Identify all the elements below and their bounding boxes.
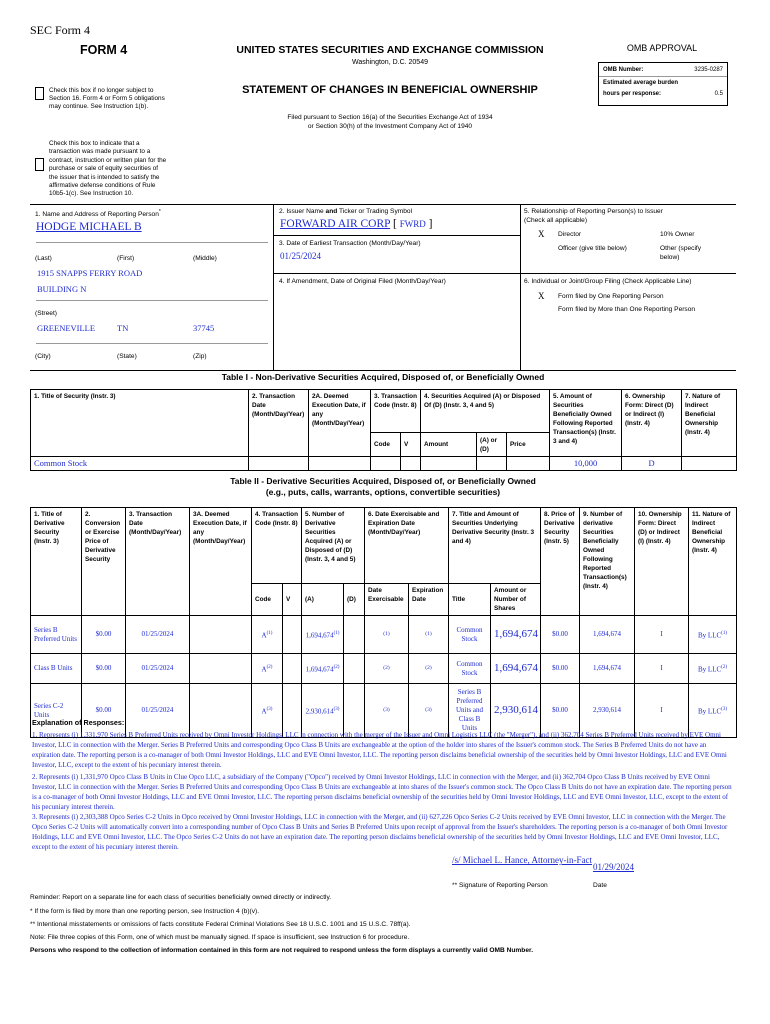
- t2-h11: 11. Nature of Indirect Beneficial Ownership (Instr. 4): [689, 508, 737, 616]
- footer-double-star: ** Intentional misstatements or omissions of facts constitute Federal Criminal Violations See 18 U.S.C. 1001 and 15 U.S.C. 78ff(a).: [30, 921, 411, 928]
- director-mark[interactable]: X: [538, 229, 545, 239]
- issuer-line: FORWARD AIR CORP [ FWRD ]: [280, 218, 433, 230]
- omb-title: OMB APPROVAL: [626, 43, 698, 53]
- t2-r1-dex: (1): [365, 616, 409, 654]
- t2-r2-num: 1,694,674$^{(2)}$: [302, 654, 344, 684]
- table1: [30, 389, 737, 471]
- box3-label: 3. Date of Earliest Transaction (Month/Day/Year): [279, 240, 421, 247]
- t2-r2-price: $0.00: [82, 654, 126, 684]
- more-person-label: Form filed by More than One Reporting Person: [558, 306, 696, 313]
- commission-title: UNITED STATES SECURITIES AND EXCHANGE COMMISSION: [236, 44, 544, 56]
- t2-r3-security: Series C-2 Units: [31, 684, 82, 738]
- t2-r3-dex: (3): [365, 684, 409, 738]
- t2-r1-p8: $0.00: [541, 616, 580, 654]
- state-value: TN: [117, 323, 129, 333]
- date-label: Date: [593, 882, 607, 889]
- omb-box: [598, 62, 728, 106]
- t2-r3-nature: By LLC$^{(3)}$: [689, 684, 737, 738]
- t2-title: Title: [449, 584, 491, 616]
- t2-exp: Expiration Date: [409, 584, 449, 616]
- t2-r1-title: Common Stock: [449, 616, 491, 654]
- t1-h5: 5. Amount of Securities Beneficially Owned Following Reported Transaction(s) (Instr. 3 and 4): [550, 390, 622, 457]
- t2-r3-p8: $0.00: [541, 684, 580, 738]
- table-row: [31, 616, 737, 654]
- no-longer-subject-text: Check this box if no longer subject to Section 16. Form 4 or Form 5 obligations may continue. See Instruction 1(b).: [49, 87, 165, 110]
- t2-h3: 3. Transaction Date (Month/Day/Year): [126, 508, 190, 616]
- signature-label: ** Signature of Reporting Person: [452, 882, 548, 889]
- zip-value: 37745: [193, 323, 215, 333]
- t2-r1-nature: By LLC$^{(1)}$: [689, 616, 737, 654]
- t2-r2-nature: By LLC$^{(2)}$: [689, 654, 737, 684]
- t2-h8: 8. Price of Derivative Security (Instr. 5): [541, 508, 580, 616]
- box6-label: 6. Individual or Joint/Group Filing (Check Applicable Line): [524, 278, 692, 285]
- location: Washington, D.C. 20549: [351, 59, 428, 66]
- t2-h7: 7. Title and Amount of Securities Underlying Derivative Security (Instr. 3 and 4): [449, 508, 541, 584]
- one-person-label: Form filed by One Reporting Person: [558, 293, 664, 300]
- state-label: (State): [117, 353, 137, 360]
- t1-aord: (A) or (D): [477, 433, 507, 457]
- t2-date-ex: Date Exercisable: [365, 584, 409, 616]
- address-line-1: 1915 SNAPPS FERRY ROAD: [37, 268, 143, 278]
- t2-r2-title: Common Stock: [449, 654, 491, 684]
- t2-r1-amt: 1,694,674: [491, 616, 541, 654]
- explanation-title: Explanation of Responses:: [32, 718, 125, 727]
- no-longer-subject-checkbox[interactable]: [35, 87, 44, 100]
- t2-h4: 4. Transaction Code (Instr. 8): [252, 508, 302, 584]
- 10b5-1-checkbox[interactable]: [35, 158, 44, 171]
- t2-r3-num: 2,930,614$^{(3)}$: [302, 684, 344, 738]
- t2-h10: 10. Ownership Form: Direct (D) or Indirect (I) (Instr. 4): [635, 508, 689, 616]
- t2-r1-date: 01/25/2024: [126, 616, 190, 654]
- t2-r1-security: Series B Preferred Units: [31, 616, 82, 654]
- t1-price: Price: [507, 433, 550, 457]
- t1-h1: 1. Title of Security (Instr. 3): [31, 390, 249, 457]
- t2-r2-amt: 1,694,674: [491, 654, 541, 684]
- t2-r1-exp: (1): [409, 616, 449, 654]
- t2-r3-date: 01/25/2024: [126, 684, 190, 738]
- t2-h2: 2. Conversion or Exercise Price of Derivative Security: [82, 508, 126, 616]
- omb-number-value: 3235-0287: [694, 67, 723, 73]
- t2-r2-security: Class B Units: [31, 654, 82, 684]
- street-label: (Street): [35, 310, 57, 317]
- omb-number-label: OMB Number:: [603, 67, 644, 73]
- explanation-3: 3. Represents (i) 2,303,388 Opco Series C-2 Units in Opco received by Omni Investor Holdings, LLC in connection with the Merger, and (ii) 627,226 Opco Series C-2 Units received by EVE Omni Investor, LLC in connection with the Merger. The Opco Series C-2 Units will automatically convert into a corresponding number of Opco Class B Units and Series B Preferred Units upon receipt of approval from the Issuer's shareholders. The reporting person is a co-manager of both Omni Investor Holdings, LLC and EVE Omni Investor, LLC. The Opco Series C-2 Units do not have an expiration date. The reporting person disclaims beneficial ownership of the securities held by Omni Investor Holdings, LLC and EVE Omni Investor, LLC, except to the extent of his pecuniary interest therein.: [32, 813, 728, 851]
- t2-r2-p8: $0.00: [541, 654, 580, 684]
- t2-h5: 5. Number of Derivative Securities Acquired (A) or Disposed of (D) (Instr. 3, 4 and 5): [302, 508, 365, 584]
- t2-v: V: [283, 584, 302, 616]
- omb-burden-label: Estimated average burden: [603, 80, 679, 86]
- box2-label: 2. Issuer Name and Ticker or Trading Symbol: [279, 208, 413, 215]
- t1-h7: 7. Nature of Indirect Beneficial Ownership (Instr. 4): [682, 390, 737, 457]
- other-label: Other (specify below): [660, 245, 702, 261]
- address-line-2: BUILDING N: [37, 284, 87, 294]
- t2-r1-code: $A^{(1)}$: [252, 616, 283, 654]
- t1-h3: 3. Transaction Code (Instr. 8): [371, 390, 421, 433]
- explanation-2: 2. Represents (i) 1,331,970 Opco Class B Units in Clue Opco LLC, a subsidiary of the Company ("Opco") received by Omni Investor Holdings, LLC in connection with the Merger, and (ii) 362,704 Opco Class B Units received by EVE Omni Investor, LLC in connection with the Merger. Series B Preferred Units and corresponding Opco Class B Units are exchangeable at into shares of the Issuer's common stock. The Opco Class B Units do not have an expiration date. The reporting person is a co-manager of both Omni Investor Holdings, LLC and EVE Omni Investor, LLC. The reporting person disclaims beneficial ownership of the securities held by Omni Investor Holdings, LLC and EVE Omni Investor, LLC, except to the extent of his pecuniary interest therein.: [32, 773, 732, 811]
- t2-r3-form: I: [635, 684, 689, 738]
- t2-r3-title: Series B Preferred Units and Class B Units: [449, 684, 491, 738]
- t2-r3-amt: 2,930,614: [491, 684, 541, 738]
- t1-ownership-form: D: [622, 457, 682, 471]
- footer-omb-notice: Persons who respond to the collection of information contained in this form are not required to respond unless the form displays a currently valid OMB Number.: [30, 947, 534, 954]
- t2-r3-exp: (3): [409, 684, 449, 738]
- footer-reminder: Reminder: Report on a separate line for each class of securities beneficially owned directly or indirectly.: [30, 894, 332, 901]
- table2: [30, 507, 737, 738]
- t2-r1-n9: 1,694,674: [580, 616, 635, 654]
- t2-r3-price: $0.00: [82, 684, 126, 738]
- filed-pursuant-2: or Section 30(h) of the Investment Company Act of 1940: [307, 123, 473, 130]
- ten-pct-owner-label: 10% Owner: [660, 231, 695, 238]
- t2-d: (D): [344, 584, 365, 616]
- signature-date: 01/29/2024: [593, 862, 635, 872]
- t2-r2-dex: (2): [365, 654, 409, 684]
- omb-hours-value: 0.5: [714, 91, 723, 97]
- t2-r2-exp: (2): [409, 654, 449, 684]
- t1-h2a: 2A. Deemed Execution Date, if any (Month/Day/Year): [309, 390, 371, 457]
- signature-name[interactable]: /s/ Michael L. Hance, Attorney-in-Fact: [452, 855, 592, 865]
- filed-pursuant-1: Filed pursuant to Section 16(a) of the Securities Exchange Act of 1934: [287, 114, 493, 121]
- zip-label: (Zip): [193, 353, 207, 360]
- t2-r1-form: I: [635, 616, 689, 654]
- t2-r2-form: I: [635, 654, 689, 684]
- t2-r3-code: $A^{(3)}$: [252, 684, 283, 738]
- t1-h2: 2. Transaction Date (Month/Day/Year): [249, 390, 309, 457]
- t2-r1-price: $0.00: [82, 616, 126, 654]
- box4-label: 4. If Amendment, Date of Original Filed (Month/Day/Year): [279, 278, 446, 285]
- t2-r2-code: $A^{(2)}$: [252, 654, 283, 684]
- t1-v: V: [401, 433, 421, 457]
- reporting-person-name-link[interactable]: HODGE MICHAEL B: [36, 221, 142, 233]
- t1-code: Code: [371, 433, 401, 457]
- earliest-transaction-date: 01/25/2024: [280, 251, 322, 261]
- t2-h9: 9. Number of derivative Securities Beneficially Owned Following Reported Transaction(s) (Instr. 4): [580, 508, 635, 616]
- explanation-1: 1. Represents (i) 1,331,970 Series B Preferred Units received by Omni Investor Holdings, LLC in connection with the merger of the Issuer and Omni Logistics LLC (the "Merger"), and (ii) 362,704 Series B Preferred Units received by EVE Omni Investor, LLC in connection with the Merger. Series B Preferred Units and corresponding Opco Class B Units are exchangeable at the option of the holder into shares of the Issuer's common stock. The Series B Preferred Units do not have an expiration date. The reporting person is a co-manager of both Omni Investor Holdings, LLC and EVE Omni Investor, LLC. The reporting person disclaims beneficial ownership of the securities held by Omni Investor Holdings, LLC and EVE Omni Investor, LLC, except to the extent of his pecuniary interest therein.: [32, 731, 727, 769]
- omb-hours-label: hours per response:: [603, 91, 662, 97]
- t1-amount: Amount: [421, 433, 477, 457]
- last-label: (Last): [35, 255, 52, 262]
- t2-h1: 1. Title of Derivative Security (Instr. 3): [31, 508, 82, 616]
- t1-security-title: Common Stock: [31, 457, 249, 471]
- t2-r1-num: 1,694,674$^{(1)}$: [302, 616, 344, 654]
- t2-r3-n9: 2,930,614: [580, 684, 635, 738]
- t2-r2-n9: 1,694,674: [580, 654, 635, 684]
- officer-label: Officer (give title below): [558, 245, 627, 252]
- t1-h4: 4. Securities Acquired (A) or Disposed Of (D) (Instr. 3, 4 and 5): [421, 390, 550, 433]
- first-label: (First): [117, 255, 135, 262]
- footer-star: * If the form is filed by more than one reporting person, see Instruction 4 (b)(v).: [30, 908, 260, 915]
- table-row: [31, 654, 737, 684]
- t2-h6: 6. Date Exercisable and Expiration Date (Month/Day/Year): [365, 508, 449, 584]
- ticker: FWRD: [399, 219, 426, 229]
- statement-title: STATEMENT OF CHANGES IN BENEFICIAL OWNERSHIP: [242, 84, 538, 96]
- table2-title: Table II - Derivative Securities Acquired, Disposed of, or Beneficially Owned (e.g., puts, calls, warrants, options, convertible securities): [230, 476, 536, 497]
- footer-note: Note: File three copies of this Form, one of which must be manually signed. If space is insufficient, see Instruction 6 for procedure.: [30, 934, 410, 941]
- table1-title: Table I - Non-Derivative Securities Acquired, Disposed of, or Beneficially Owned: [221, 372, 545, 382]
- one-person-mark[interactable]: X: [538, 291, 545, 301]
- t1-h6: 6. Ownership Form: Direct (D) or Indirect (I) (Instr. 4): [622, 390, 682, 457]
- director-label: Director: [558, 231, 582, 238]
- box5-label: 5. Relationship of Reporting Person(s) to Issuer (Check all applicable): [524, 208, 663, 224]
- box1-label: 1. Name and Address of Reporting Person*: [35, 209, 161, 219]
- t2-code: Code: [252, 584, 283, 616]
- t1-amount-owned: 10,000: [550, 457, 622, 471]
- city-label: (City): [35, 353, 51, 360]
- city-value: GREENEVILLE: [37, 323, 96, 333]
- issuer-name-link[interactable]: FORWARD AIR CORP: [280, 218, 391, 230]
- form-title: FORM 4: [80, 43, 128, 57]
- table-row: [31, 457, 737, 471]
- 10b5-1-text: Check this box to indicate that a transaction was made pursuant to a contract, instruction or written plan for the purchase or sale of equity securities of the issuer that is intended to satisfy the affirmative defense conditions of Rule 10b5-1(c). See Instruction 10.: [49, 140, 167, 198]
- t2-a: (A): [302, 584, 344, 616]
- t2-amt: Amount or Number of Shares: [491, 584, 541, 616]
- t2-r2-date: 01/25/2024: [126, 654, 190, 684]
- middle-label: (Middle): [193, 255, 217, 262]
- form-label: SEC Form 4: [30, 23, 91, 37]
- t2-h3a: 3A. Deemed Execution Date, if any (Month/Day/Year): [190, 508, 252, 616]
